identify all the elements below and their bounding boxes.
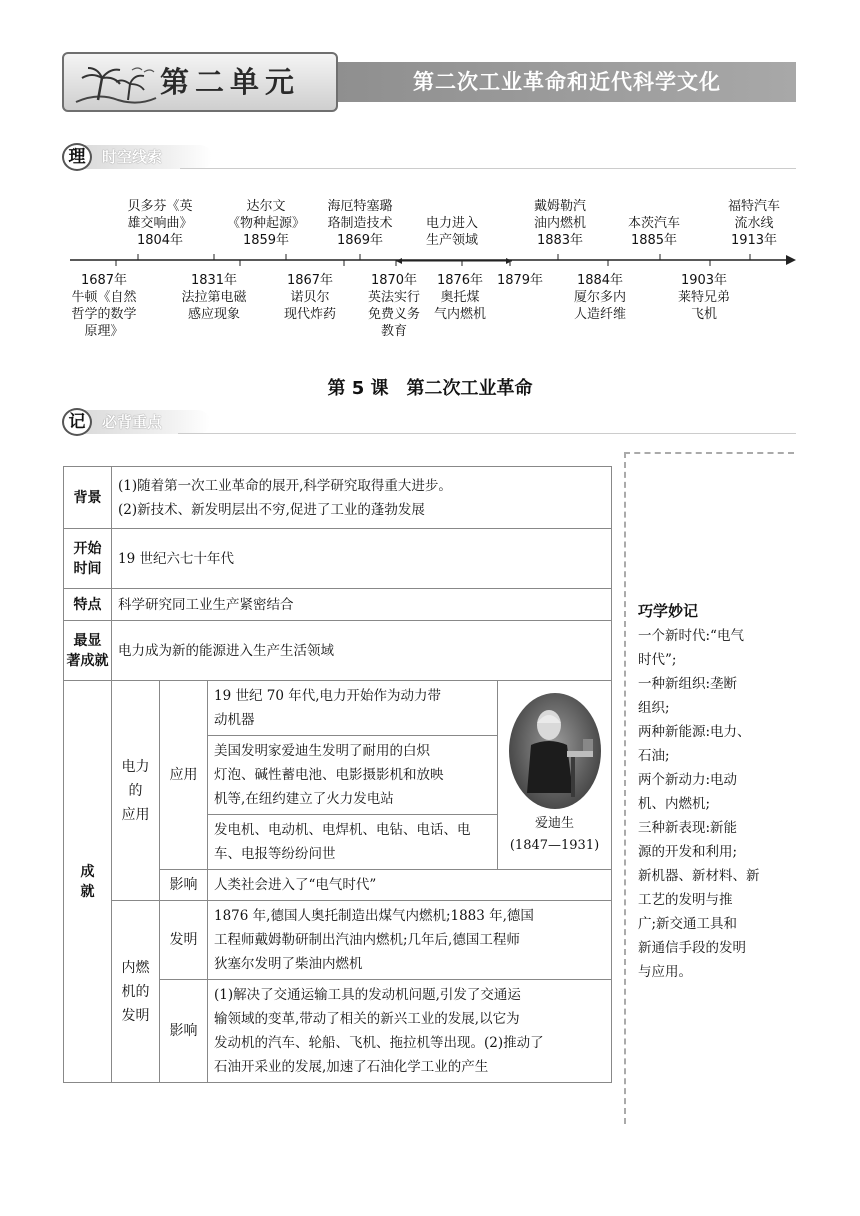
- section-divider: [178, 433, 796, 434]
- timeline-event-above: 戴姆勒汽 油内燃机 1883年: [533, 199, 586, 248]
- table-row: [64, 589, 612, 621]
- section-divider: [180, 168, 796, 169]
- row-label-feature: 特点: [64, 589, 112, 621]
- period-span-arrow: [394, 256, 514, 266]
- influence-label: 影响: [160, 980, 208, 1083]
- invention-text: 1876 年,德国人奥托制造出煤气内燃机;1883 年,德国 工程师戴姆勒研制出汽油内燃机;几年后,德国工程师 狄塞尔发明了柴油内燃机: [208, 901, 612, 980]
- influence-label: 影响: [160, 870, 208, 901]
- edison-portrait-image: [509, 693, 601, 809]
- summary-table: [63, 466, 612, 1083]
- row-label-results: 成 就: [64, 681, 112, 1083]
- unit-title: 第二单元: [160, 65, 301, 99]
- timeline-event-above: 电力进入 生产领域: [425, 216, 478, 248]
- timeline-event-below: 1876年 奥托煤 气内燃机: [433, 273, 486, 322]
- section-badge: 记: [62, 408, 92, 436]
- table-row: [64, 529, 612, 589]
- timeline-event-below: 1903年 莱特兄弟 飞机: [677, 273, 730, 322]
- timeline-event-below: 1687年 牛顿《自然 哲学的数学 原理》: [71, 273, 137, 339]
- electricity-influence: 人类社会进入了“电气时代”: [208, 870, 612, 901]
- timeline-event-below: 1870年 英法实行 免费义务 教育: [367, 273, 420, 339]
- application-item: 19 世纪 70 年代,电力开始作为动力带 动机器: [208, 681, 498, 736]
- ice-influence-text: (1)解决了交通运输工具的发动机问题,引发了交通运 输领域的变革,带动了相关的新兴工业的发展,以它为 发动机的汽车、轮船、飞机、拖拉机等出现。(2)推动了 石油开采业的发展,加速了石油化学工业的产生: [208, 980, 612, 1083]
- timeline-event-below: 1831年 法拉第电磁 感应现象: [181, 273, 247, 322]
- timeline-event-below: 1879年: [496, 273, 544, 288]
- start-time-value: 19 世纪六七十年代: [112, 529, 612, 589]
- application-item: 美国发明家爱迪生发明了耐用的白炽 灯泡、碱性蓄电池、电影摄影机和放映 机等,在纽约建立了火力发电站: [208, 736, 498, 815]
- table-row: [64, 467, 612, 529]
- table-row: [64, 901, 612, 980]
- timeline-event-above: 本茨汽车 1885年: [627, 216, 680, 248]
- timeline-event-below: 1867年 诺贝尔 现代炸药: [283, 273, 336, 322]
- unit-subtitle: 第二次工业革命和近代科学文化: [413, 70, 721, 94]
- section-label: 时空线索: [102, 148, 163, 166]
- feature-value: 科学研究同工业生产紧密结合: [112, 589, 612, 621]
- edison-years: (1847—1931): [509, 838, 600, 853]
- edison-name: 爱迪生: [535, 816, 575, 831]
- timeline-event-above: 福特汽车 流水线 1913年: [727, 199, 780, 248]
- timeline-event-above: 达尔文 《物种起源》 1859年: [226, 199, 305, 248]
- timeline-event-below: 1884年 厦尔多内 人造纤维: [573, 273, 626, 322]
- row-label-background: 背景: [64, 467, 112, 529]
- edison-portrait-cell: [498, 681, 612, 870]
- section-badge: 理: [62, 143, 92, 171]
- timeline-event-above: 海厄特塞璐 珞制造技术 1869年: [327, 199, 393, 248]
- side-frame-top: [624, 452, 794, 454]
- ice-invention-label: 内燃 机的 发明: [112, 901, 160, 1083]
- background-text: (1)随着第一次工业革命的展开,科学研究取得重大进步。 (2)新技术、新发明层出不穷,促进了工业的蓬勃发展: [112, 467, 612, 529]
- application-label: 应用: [160, 681, 208, 870]
- electricity-application-label: 电力 的 应用: [112, 681, 160, 901]
- timeline-event-above: 贝多芬《英 雄交响曲》 1804年: [127, 199, 193, 248]
- side-frame-left: [624, 452, 626, 1124]
- table-row: [64, 621, 612, 681]
- invention-label: 发明: [160, 901, 208, 980]
- lesson-title: 第 5 课 第二次工业革命: [327, 378, 533, 399]
- table-row: [64, 681, 612, 736]
- section-label: 必背重点: [102, 413, 163, 431]
- application-item: 发电机、电动机、电焊机、电钻、电话、电 车、电报等纷纷问世: [208, 815, 498, 870]
- row-label-start-time: 开始 时间: [64, 529, 112, 589]
- palm-tree-icon: [68, 62, 160, 108]
- memo-title: 巧学妙记: [638, 602, 699, 620]
- row-label-achievement: 最显 著成就: [64, 621, 112, 681]
- achievement-value: 电力成为新的能源进入生产生活领域: [112, 621, 612, 681]
- memo-body: 一个新时代:“电气 时代”; 一种新组织:垄断 组织; 两种新能源:电力、 石油; 两个新动力:电动 机、内燃机; 三种新表现:新能 源的开发和利用; 新机器、新材料、新 工艺的发明与推 广;新交通工具和 新通信手段的发明 与应用。: [638, 628, 760, 980]
